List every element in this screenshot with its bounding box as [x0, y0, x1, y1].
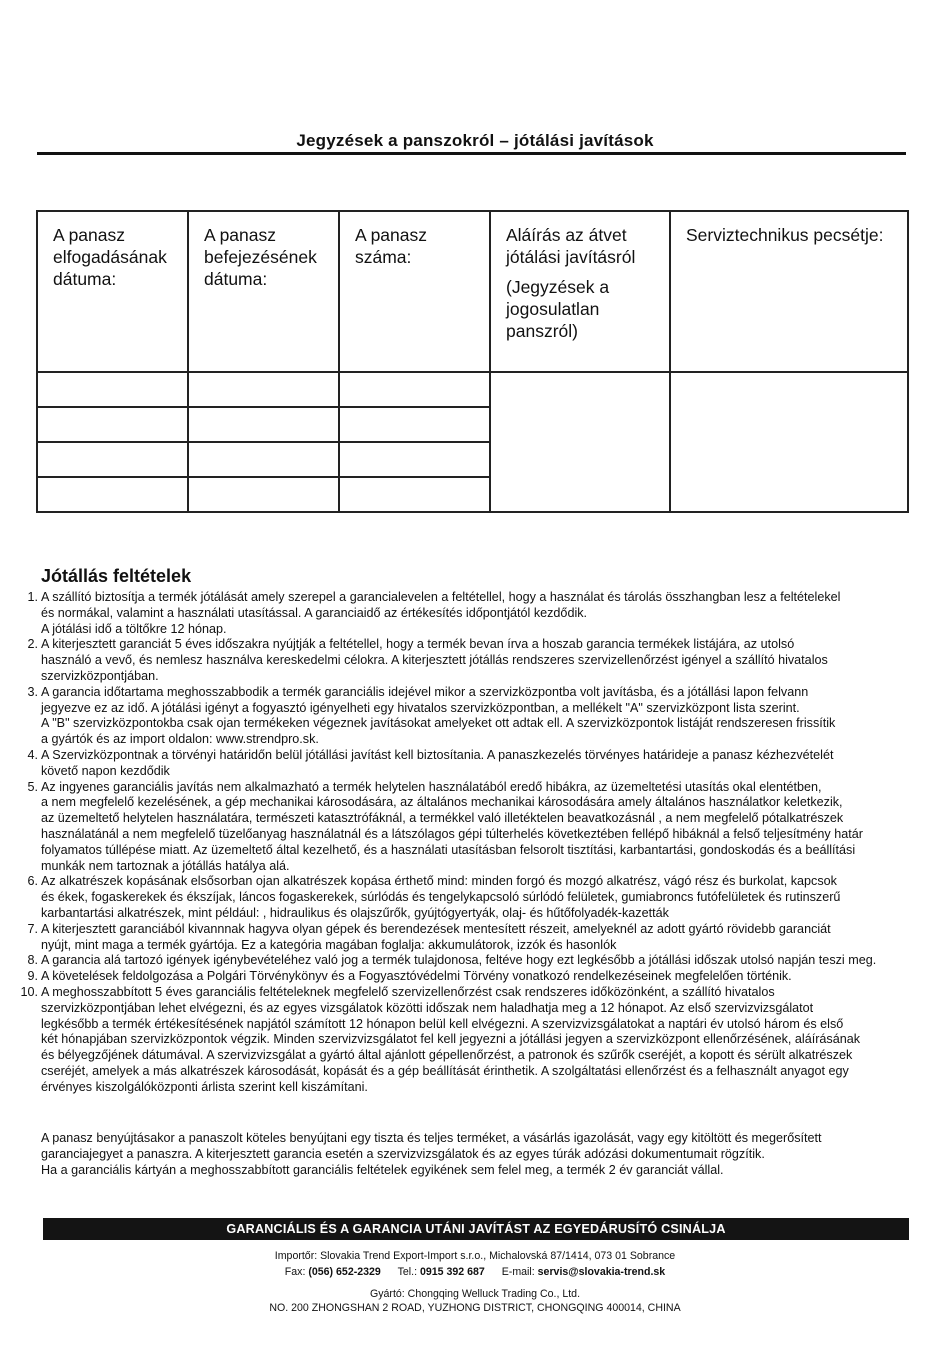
- tel-number: 0915 392 687: [419, 1266, 485, 1278]
- condition-line: és normákal, valamint a használati utasítással. A garanciaidő az értékesítés időpontjától kezdődik.: [41, 605, 588, 620]
- condition-number: 3.: [27, 684, 38, 699]
- header-signature: [490, 211, 670, 372]
- condition-line: A garancia időtartama meghosszabbodik a termék garanciális idejével mikor a szervizközpontba volt javításba, és a jótállási lapon felvann: [41, 684, 809, 699]
- condition-line: az üzemeltető helytelen használatára, természeti katasztrófáknál, a termékkel való illetéktelen beavatkozásnál , a nem megfelelő pótalkatrészek: [41, 811, 844, 826]
- header-signature-note: (Jegyzések a jogosulatlan panszról): [506, 277, 610, 341]
- header-signature-label: Aláírás az átvet jótálási javításról: [506, 225, 636, 267]
- signature-cell: [490, 372, 670, 512]
- condition-item: [27, 747, 943, 780]
- condition-line: használó a vevő, és nemlesz használva kereskedelmi célokra. A kiterjesztett jótállás rendszeres szervizellenőrzést igényel a szállító hivatalos: [41, 653, 828, 668]
- condition-line: jegyezve ez az idő. A jótálási igényt a fogyasztó igényelheti egy hivatalos szervizközpontban, a mellékelt "A" szervizközpont lista szerint.: [41, 700, 800, 715]
- condition-line: A Szervizközpontnak a törvényi határidőn belül jótállási javítást kell biztosítania. A panaszkezelés törvényes határideje a panasz kézhezvételét: [41, 747, 834, 762]
- condition-line: a nem megfelelő kezelésének, a gép mechanikai károsodására, az általános mechanikai károsodására amely általános használatkor keletkezik,: [41, 795, 843, 810]
- condition-line: és ékek, fogaskerekek és ékszíjak, láncos fogaskerekek, súrlódás és tengelykapcsoló súrlódó felületek, gumiabroncs futófelületek és rutinszerű: [41, 890, 841, 905]
- condition-line: A kiterjesztett garanciából kivannnak hagyva olyan gépek és berendezések mentesített részeit, amelyeknél az adott gyártó rövidebb garanciát: [41, 921, 831, 936]
- page-title: Jegyzések a panszokról – jótálási javítások: [296, 131, 654, 150]
- tel-label: Tel.:: [397, 1266, 418, 1278]
- condition-item: [27, 921, 943, 954]
- condition-line: szervizközpontjában lehet elvégezni, és az egyes vizsgálatok közötti időszak nem haladhatja meg a 12 hónapot. Az első szervizvizsgálatot: [41, 1000, 814, 1015]
- service-banner: GARANCIÁLIS ÉS A GARANCIA UTÁNI JAVÍTÁST AZ EGYEDÁRUSÍTÓ CSINÁLJA: [43, 1218, 909, 1240]
- condition-number: 9.: [27, 969, 38, 984]
- contact-info: [0, 1265, 950, 1279]
- table-cell: [339, 407, 490, 442]
- table-cell: [37, 372, 188, 407]
- condition-item: [27, 953, 943, 969]
- header-complaint-number: A panasz száma:: [339, 211, 490, 372]
- closing-line: garanciajegyet a panaszra. A kiterjesztett garancia esetén a szervizvizsgálatok és az egyes túrák adózási dokumentumait rögzítik.: [41, 1146, 765, 1161]
- header-technician-stamp: Serviztechnikus pecsétje:: [670, 211, 908, 372]
- table-cell: [37, 477, 188, 512]
- condition-line: folyamatos túllépése miatt. Az üzemeltető által kezelhető, és a használati utasításban felsorolt tisztítási, karbantartási, gondoskodás és a beállítási: [41, 842, 856, 857]
- table-cell: [339, 477, 490, 512]
- condition-line: nyújt, mint maga a termék gyártója. Ez a kategória magában foglalja: akkumulátorok, izzók és hasonlók: [41, 937, 617, 952]
- condition-number: 5.: [27, 779, 38, 794]
- condition-item: [20, 984, 943, 1096]
- importer-info: Importőr: Slovakia Trend Export-Import s.r.o., Michalovská 87/1414, 073 01 Sobrance: [274, 1250, 676, 1262]
- condition-line: érvényes kiszolgálóközponti árlista szerint kell kiszámítani.: [41, 1079, 368, 1094]
- condition-line: legkésőbb a termék értékesítésének napjától számított 12 hónapon belül kell elvégezni. A szervizvizsgálatokat a naptári év utolsó három és első: [41, 1016, 844, 1031]
- closing-line: A panasz benyújtásakor a panaszolt köteles benyújtani egy tiszta és teljes terméket, a vásárlás igazolását, vagy egy kitöltött és megerősített: [41, 1131, 822, 1145]
- condition-line: Az ingyenes garanciális javítás nem alkalmazható a termék helytelen használatából eredő hibákra, az üzemeltetési utasítás okal elentétben,: [41, 779, 822, 794]
- condition-line: Az alkatrészek kopásának elsősorban ojan alkatrészek kopása érthető mind: minden forgó és mozgó alkatrész, vágó rész és burkolat, kapcsok: [41, 874, 837, 889]
- condition-line: követő napon kezdődik: [41, 763, 170, 778]
- condition-line: A kiterjesztett garanciát 5 éves időszakra nyújtják a feltétellel, hogy a termék bevan írva a hoszab garancia termékek listájára, az utolsó: [41, 637, 795, 652]
- title-divider: [37, 152, 906, 155]
- condition-line: A jótálási idő a töltőkre 12 hónap.: [41, 621, 227, 636]
- condition-item: [27, 874, 943, 921]
- table-cell: [37, 407, 188, 442]
- condition-item: [27, 779, 943, 875]
- condition-item: [27, 684, 943, 748]
- condition-line: A "B" szervizközpontokba csak ojan termékeken végeznek javításokat amelyeket ott adtak ell. A szervizközpontok listáját rendszeresen frissítik: [41, 716, 836, 731]
- condition-number: 2.: [27, 637, 38, 652]
- complaints-table: [36, 210, 909, 513]
- email-label: E-mail:: [501, 1266, 535, 1278]
- closing-paragraph: [41, 1131, 822, 1178]
- table-cell: [188, 372, 339, 407]
- table-cell: [339, 372, 490, 407]
- conditions-heading: Jótállás feltételek: [41, 566, 192, 586]
- condition-number: 8.: [27, 953, 38, 968]
- condition-line: A követelések feldolgozása a Polgári Törvénykönyv és a Fogyasztóvédelmi Törvény vonatkozó rendelkezéseinek megfelelően történik.: [41, 969, 792, 984]
- condition-line: karbantartási alkatrészek, mint például: , hidraulikus és olajszűrők, gyújtógyertyák, olaj- és hűtőfolyadék-kazetták: [41, 905, 669, 920]
- table-row: [37, 372, 908, 407]
- condition-line: cseréjét, amelyek a más alkatrészek károsodását, kopását és a gép beállítását érinthetik. A szolgáltatási ellenőrzést és a felhasznált anyagot egy: [41, 1063, 849, 1078]
- condition-item: [27, 590, 943, 637]
- manufacturer-info: Gyártó: Chongqing Welluck Trading Co., Ltd.: [369, 1288, 581, 1300]
- table-cell: [188, 442, 339, 477]
- table-cell: [188, 477, 339, 512]
- table-cell: [188, 407, 339, 442]
- condition-line: a gyártók és az import oldalon: www.strendpro.sk.: [41, 732, 319, 747]
- condition-line: két hónapjában szervizközpontok végzik. Minden szervizvizsgálatot fel kell jegyezni a jótállási jegyen a szervizközpont ellenőrzésének, aláírásának: [41, 1032, 861, 1047]
- conditions-list: [20, 590, 943, 1096]
- table-cell: [339, 442, 490, 477]
- table-cell: [37, 442, 188, 477]
- condition-line: munkák nem tartoznak a jótállás hatálya alá.: [41, 858, 290, 873]
- condition-line: A meghosszabbított 5 éves garanciális feltételeknek megfelelő szervizellenőrzést csak rendszeres időközönként, a szállító hivatalos: [41, 984, 775, 999]
- fax-label: Fax:: [284, 1266, 306, 1278]
- email-address: servis@slovakia-trend.sk: [537, 1266, 666, 1278]
- condition-item: [27, 637, 943, 684]
- table-header-row: [37, 211, 908, 372]
- condition-number: 10.: [20, 984, 38, 999]
- fax-number: (056) 652-2329: [308, 1266, 381, 1278]
- condition-line: használatánál a nem megfelelő tüzelőanyag használatnál és a látszólagos gépi túlterhelés következtében fellépő hibáknál a felső teljesítmény határ: [41, 826, 863, 841]
- condition-line: szervizközpontjában.: [41, 668, 159, 683]
- stamp-cell: [670, 372, 908, 512]
- condition-item: [27, 969, 943, 985]
- condition-line: A szállító biztosítja a termék jótálását amely szerepel a garancialevelen a feltétellel, hogy a használat és tárolás összhangban lesz a feltételekel: [41, 590, 841, 604]
- condition-number: 7.: [27, 921, 38, 936]
- condition-number: 4.: [27, 747, 38, 762]
- condition-line: és bélyegzőjének dátumával. A szervizvizsgálat a gyártó által ajánlott gépellenőrzést, a patronok és szűrők cseréjét, a kopott és sérült alkatrészek: [41, 1048, 853, 1063]
- manufacturer-address: NO. 200 ZHONGSHAN 2 ROAD, YUZHONG DISTRICT, CHONGQING 400014, CHINA: [269, 1302, 681, 1314]
- condition-number: 1.: [27, 590, 38, 604]
- condition-line: A garancia alá tartozó igények igénybevételéhez való jog a termék tulajdonosa, feltéve hogy ezt legkésőbb a jótállási időszak utolsó napján teszi meg.: [41, 953, 877, 968]
- condition-number: 6.: [27, 874, 38, 889]
- header-finish-date: A panasz befejezésének dátuma:: [188, 211, 339, 372]
- header-accept-date: A panasz elfogadásának dátuma:: [37, 211, 188, 372]
- closing-line: Ha a garanciális kártyán a meghosszabbított garanciális feltételek egyikének sem felel meg, a termék 2 év garanciát vállal.: [41, 1162, 724, 1177]
